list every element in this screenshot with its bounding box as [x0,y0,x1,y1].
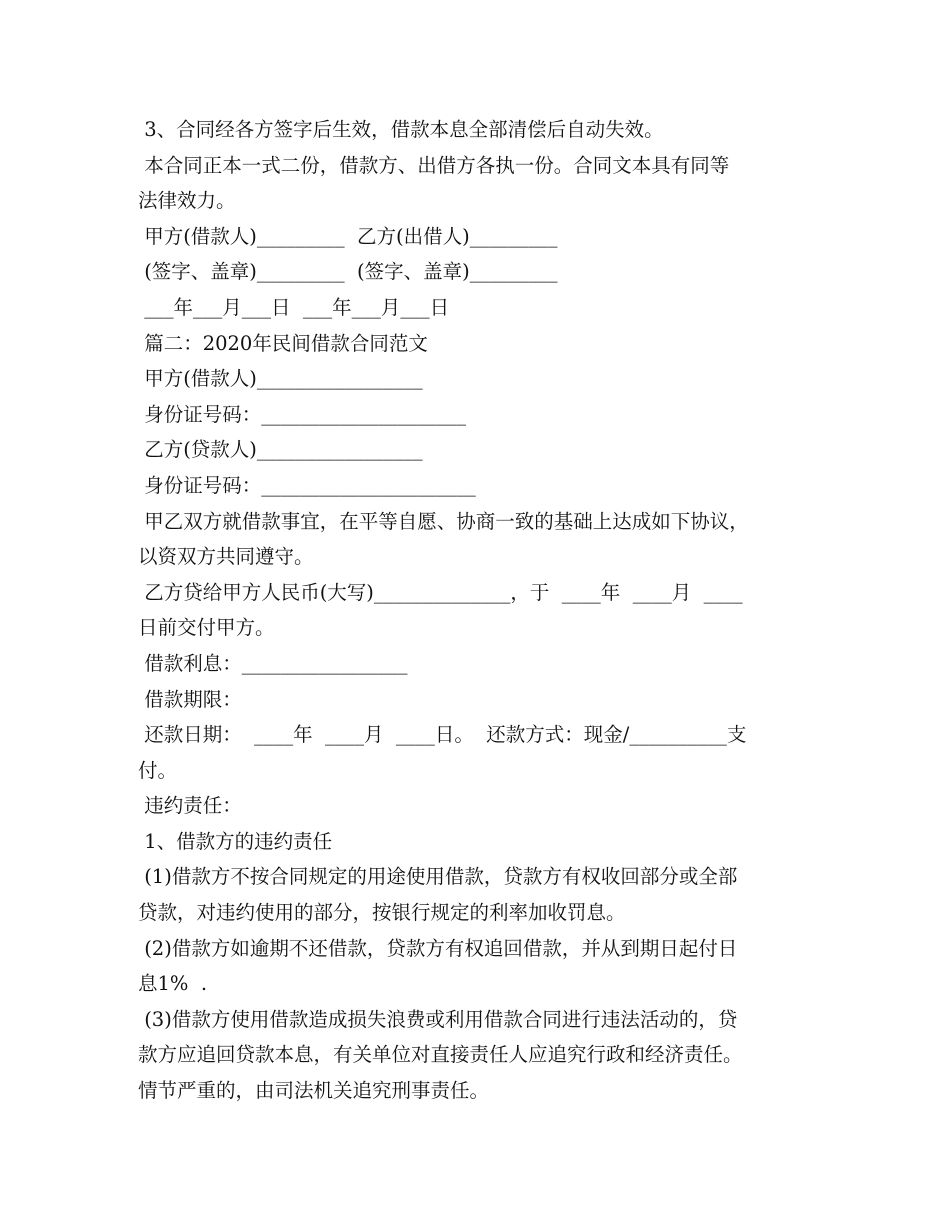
loan-amount-line-2: 日前交付甲方。 [138,616,275,640]
loan-term-field: 借款期限： [138,687,242,711]
liability-item-2-line-1: (2)借款方如逾期不还借款，贷款方有权追回借款，并从到期日起付日 [138,936,738,960]
party-b-id-field: 身份证号码：______________________ [138,473,476,497]
repayment-line-1: 还款日期： ____年 ____月 ____日。 还款方式：现金/__________支 [138,723,747,747]
party-a-borrower-field: 甲方(借款人)_________________ [138,367,423,391]
section-two-heading: 篇二：2020年民间借款合同范文 [138,331,428,355]
liability-item-3-line-3: 情节严重的，由司法机关追究刑事责任。 [138,1079,490,1103]
breach-liability-heading: 违约责任： [138,794,242,818]
agreement-intro-line-2: 以资双方共同遵守。 [138,545,314,569]
loan-amount-line-1: 乙方贷给甲方人民币(大写)______________，于 ____年 ____月 ____ [138,580,743,604]
loan-interest-field: 借款利息：_________________ [138,651,408,675]
agreement-intro-line-1: 甲乙双方就借款事宜，在平等自愿、协商一致的基础上达成如下协议， [138,509,749,533]
party-a-id-field: 身份证号码：_____________________ [138,402,466,426]
copies-paragraph-line-1: 本合同正本一式二份，借款方、出借方各执一份。合同文本具有同等 [138,153,730,177]
liability-item-3-line-2: 款方应追回贷款本息，有关单位对直接责任人应追究行政和经济责任。 [138,1043,743,1067]
liability-item-2-line-2: 息1% . [138,972,208,996]
copies-paragraph-line-2: 法律效力。 [138,189,236,213]
date-signature-line: ___年___月___日 ___年___月___日 [138,295,450,319]
seal-signature-line: (签字、盖章)_________ (签字、盖章)_________ [138,260,558,284]
clause-3-effect: 3、合同经各方签字后生效，借款本息全部清偿后自动失效。 [138,118,664,141]
party-signature-line: 甲方(借款人)_________ 乙方(出借人)_________ [138,224,558,248]
liability-item-3-line-1: (3)借款方使用借款造成损失浪费或利用借款合同进行违法活动的，贷 [138,1007,738,1031]
contract-body [138,112,828,1109]
borrower-liability-heading: 1、借款方的违约责任 [138,829,333,853]
repayment-line-2: 付。 [138,758,178,782]
liability-item-1-line-1: (1)借款方不按合同规定的用途使用借款，贷款方有权收回部分或全部 [138,865,738,889]
party-b-lender-field: 乙方(贷款人)_________________ [138,438,423,462]
liability-item-1-line-2: 贷款，对违约使用的部分，按银行规定的利率加收罚息。 [138,901,626,925]
